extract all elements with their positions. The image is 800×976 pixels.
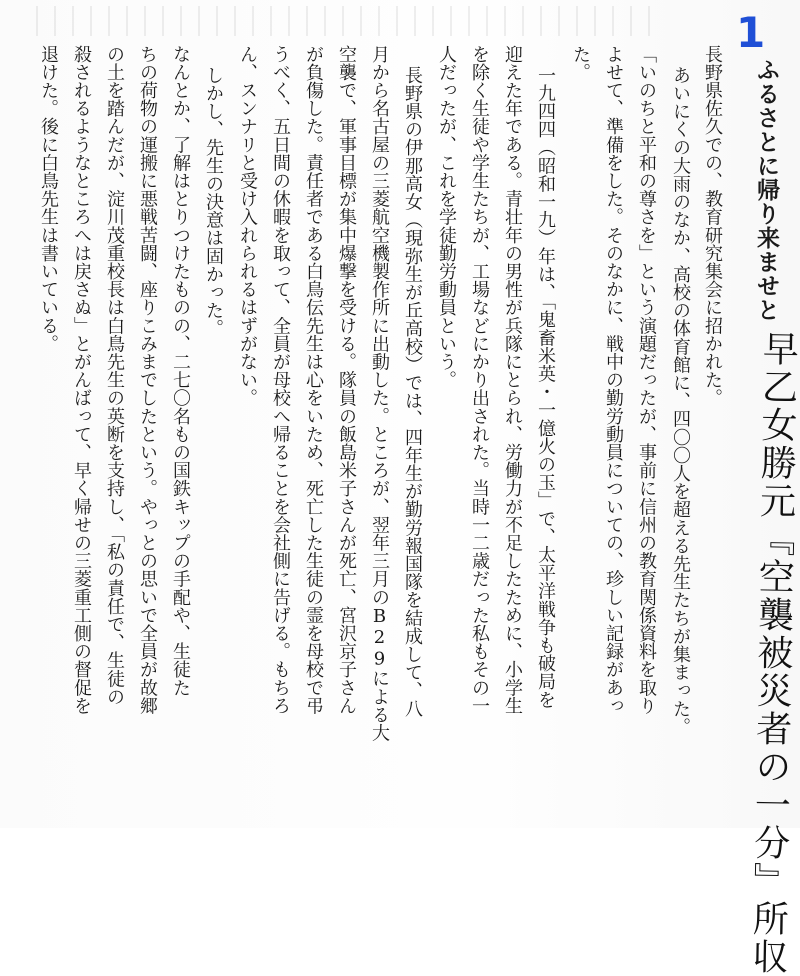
- text-column: た。: [570, 45, 591, 82]
- text-column: ん、スンナリと受け入れられるはずがない。: [237, 45, 258, 407]
- text-column: の土を踏んだが、淀川茂重校長は白鳥先生の英断を支持し、「私の責任で、生徒の: [104, 45, 125, 706]
- text-column: よせて、準備をした。そのなかに、戦中の勤労動員についての、珍しい記録があっ: [603, 45, 624, 715]
- text-column: あいにくの大雨のなか、高校の体育館に、四〇〇人を超える先生たちが集まった。: [670, 66, 691, 736]
- text-column: ちの荷物の運搬に悪戦苦闘、座りこみまでしたという。やっとの思いで全員が故郷: [137, 45, 158, 715]
- text-column: 月から名古屋の三菱航空機製作所に出動した。ところが、翌年三月のB29による大: [369, 45, 390, 742]
- text-column: が負傷した。責任者である白鳥伝先生は心をいため、死亡した生徒の霊を母校で弔: [303, 45, 324, 715]
- page-number: 1: [736, 8, 766, 57]
- text-column: 殺されるようなところへは戻さぬ」とがんばって、早く帰せの三菱重工側の督促を: [71, 45, 92, 715]
- text-column: なんとか、了解はとりつけたものの、二七〇名もの国鉄キップの手配や、生徒た: [170, 45, 191, 697]
- text-column: うべく、五日間の休暇を取って、全員が母校へ帰ることを会社側に告げる。もちろ: [270, 45, 291, 715]
- text-column: 迎えた年である。青壮年の男性が兵隊にとられ、労働力が不足したために、小学生: [502, 45, 523, 715]
- bleed-through-shadow: [36, 6, 656, 36]
- text-column: しかし、先生の決意は固かった。: [203, 66, 224, 338]
- handwritten-source-note: 早乙女勝元『空襲被災者の一分』所収: [746, 329, 799, 976]
- text-column: 長野県の伊那高女（現弥生が丘高校）では、四年生が勤労報国隊を結成して、八: [402, 66, 423, 718]
- text-column: 空襲で、軍事目標が集中爆撃を受ける。隊員の飯島米子さんが死亡、宮沢京子さん: [336, 45, 357, 715]
- chapter-title: ふるさとに帰り来ませと: [753, 58, 779, 322]
- text-column: 人だったが、これを学徒勤労動員という。: [436, 45, 457, 389]
- text-column: 一九四四（昭和一九）年は、「鬼畜米英・一億火の玉」で、太平洋戦争も破局を: [535, 66, 556, 709]
- text-column: 長野県佐久での、教育研究集会に招かれた。: [702, 45, 723, 407]
- text-column: を除く生徒や学生たちが、工場などにかり出された。当時一二歳だった私もその一: [469, 45, 490, 715]
- text-column: 「いのちと平和の尊さを」という演題だったが、事前に信州の教育関係資料を取り: [636, 45, 657, 715]
- text-column: 退けた。後に白鳥先生は書いている。: [38, 45, 59, 353]
